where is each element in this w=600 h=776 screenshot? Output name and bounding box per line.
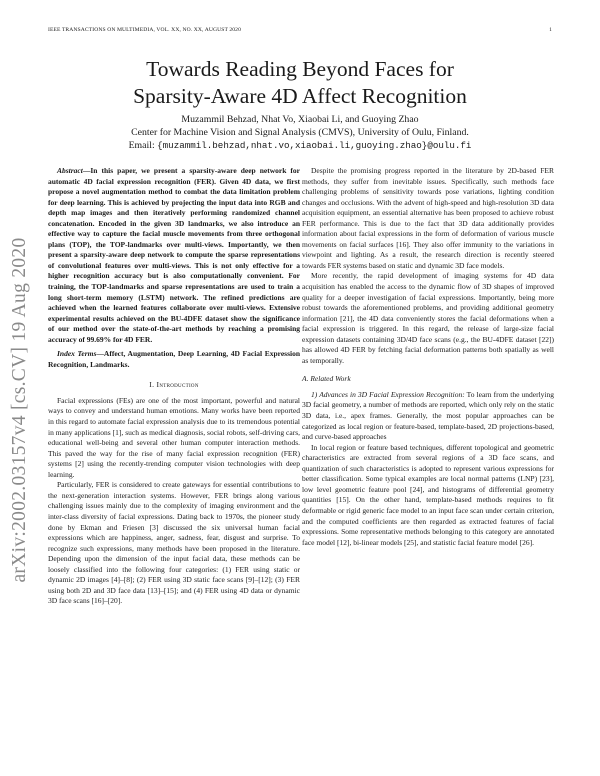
arxiv-stamp	[0, 0, 40, 776]
affiliation: Center for Machine Vision and Signal Analysis (CMVS), University of Oulu, Finland.	[131, 127, 469, 139]
email-label: Email:	[128, 140, 158, 152]
page-number: 1	[549, 27, 552, 33]
title-line-2: Sparsity-Aware 4D Affect Recognition	[133, 84, 467, 108]
related-work-paragraph-1	[302, 390, 554, 443]
related-work-paragraph-2: In local region or feature based techniques, different topological and geometric characteristics are extracted from several regions of a 3D face scans, and quantization of such characteristics is adopted to represent various expressions for better classification. Some typical examples are local normal patterns (LNP) [23], low level geometric feature pool [24], and histograms of differential geometry quantities [15]. On the other hand, template-based methods requires to fit deformable or rigid generic face model to an input face scan under certain criterion, and the computed coefficients are then regarded as extracted features of facial expressions. Some representative methods belonging to this category are annotated face model [12], bi-linear models [25], and statistic facial feature model [26].	[302, 442, 554, 547]
section-heading-introduction: I. Introduction	[149, 380, 199, 390]
author-block	[48, 113, 552, 153]
abstract-text: In this paper, we present a sparsity-aware deep network for automatic 4D facial expression recognition (FER). Given 4D data, we first propose a novel augmentation method to combat the data limitation problem for deep learning. This is achieved by projecting the input data into RGB and depth map images and then iteratively performing randomized channel concatenation. Encoded in the given 3D landmarks, we also introduce an effective way to capture the facial muscle movements from three orthogonal plans (TOP), the TOP-landmarks over multi-views. Importantly, we then present a sparsity-aware deep network to compute the sparse representations of convolutional features over multi-views. This is not only effective for a higher recognition accuracy but is also computationally convenient. For training, the TOP-landmarks and sparse representations are used to train a long short-term memory (LSTM) network. The refined predictions are achieved when the learned features collaborate over multi-views. Extensive experimental results achieved on the BU-4DFE dataset show the significance of our method over the state-of-the-art methods by reaching a promising accuracy of 99.69% for 4D FER.	[48, 166, 300, 344]
arxiv-identifier: arXiv:2002.03157v4 [cs.CV] 19 Aug 2020	[9, 237, 30, 583]
index-terms-lead: Index Terms	[57, 349, 97, 359]
subsection-heading-related-work: A. Related Work	[302, 374, 351, 384]
left-column	[48, 166, 300, 607]
abstract-lead: Abstract	[57, 166, 83, 175]
paper-title	[48, 56, 552, 110]
index-terms-text: Affect, Augmentation, Deep Learning, 4D Facial Expression Recognition, Landmarks.	[48, 349, 301, 369]
intro-paragraph-3: Despite the promising progress reported in the literature by 2D-based FER methods, they suffer from inevitable issues. Specifically, such methods face challenging problems of sensitivity towards pose variations, lighting condition changes and occlusions. With the advent of high-speed and high-resolution 3D data acquisition equipment, an essential alternative has been proposed to achieve robust FER performance. This is due to the fact that 3D data additionally provides information about facial expressions in the form of deformation of various muscle movements on facial surfaces [16]. They also offer immunity to the variations in viewpoint and lighting. As a result, the research direction is recently steered towards FER systems based on static and dynamic 3D face models.	[302, 166, 554, 270]
intro-paragraph-4: More recently, the rapid development of imaging systems for 4D data acquisition has enabled the access to the dynamic flow of 3D shapes of improved quality for a deeper investigation of facial expressions. Importantly, being more robust towards the aforementioned problems, and providing additional geometry information [21], the 4D data conveniently stores the facial deformations when a facial expression is triggered. In this regard, the release of large-size facial expression datasets containing 3D/4D face scans (e.g., the BU-4DFE dataset [22]) has allowed 4D FER by fetching facial deformation patterns both spatially as well as temporally.	[302, 271, 554, 365]
abstract: Abstract—In this paper, we present a sparsity-aware deep network for automatic 4D facial expression recognition (FER). Given 4D data, we first propose a novel augmentation method to combat the data limitation problem for deep learning. This is achieved by projecting the input data into RGB and depth map images and then iteratively performing randomized channel concatenation. Encoded in the given 3D landmarks, we also introduce an effective way to capture the facial muscle movements from three orthogonal plans (TOP), the TOP-landmarks over multi-views. Importantly, we then present a sparsity-aware deep network to compute the sparse representations of convolutional features over multi-views. This is not only effective for a higher recognition accuracy but is also computationally convenient. For training, the TOP-landmarks and sparse representations are used to train a long short-term memory (LSTM) network. The refined predictions are achieved when the learned features collaborate over multi-views. Extensive experimental results achieved on the BU-4DFE dataset show the significance of our method over the state-of-the-art methods by reaching a promising accuracy of 99.69% for 4D FER.	[48, 166, 300, 344]
running-header	[48, 27, 552, 33]
email-line	[48, 139, 552, 152]
intro-paragraph-2: Particularly, FER is considered to create gateways for essential contributions to the next-generation interaction systems. However, FER brings along various challenging issues mainly due to the complexity of imaging environment and the inter-class diversity of facial expressions. Dating back to 1970s, the pioneer study done by Ekman and Friesen [3] discussed the six universal human facial expressions which are happiness, anger, sadness, fear, disgust and surprise. To recognize such expressions, many methods have been proposed in the literature. Depending upon the dimension of the input facial data, these methods can be loosely classified into the following four categories: (1) FER using static or dynamic 2D images [4]–[8]; (2) FER using 3D static face scans [9]–[12]; (3) FER using both 2D and 3D face data [13]–[15]; and (4) FER using 4D data or dynamic 3D face scans [16]–[20].	[48, 480, 300, 606]
paragraph-heading: 1) Advances in 3D Facial Expression Recognition:	[311, 389, 465, 399]
title-line-1: Towards Reading Beyond Faces for	[146, 57, 454, 81]
related-work-paragraph-1-text: To learn from the underlying 3D facial geometry, a number of methods are reported, which only rely on the static 3D data, i.e., apex frames. Generally, the most popular approaches can be categorized as local region or feature-based, template-based, 2D projections-based, and curve-based approaches	[302, 389, 554, 442]
intro-paragraph-1: Facial expressions (FEs) are one of the most important, powerful and natural ways to convey and understand human emotions. Many works have been reported in this regard to automate facial expression analysis due to its tremendous potential in many applications [1], such as medical diagnosis, social robots, self-driving cars, educational well-being and several other human computer interaction methods. This paved the way for the rise of many facial expression recognition (FER) systems [2] using the recently-trending computer vision technologies with deep learning.	[48, 395, 300, 479]
journal-header: IEEE TRANSACTIONS ON MULTIMEDIA, VOL. XX, NO. XX, AUGUST 2020	[48, 27, 241, 33]
email-address: {muzammil.behzad,nhat.vo,xiaobai.li,guoying.zhao}@oulu.fi	[157, 140, 472, 152]
author-names: Muzammil Behzad, Nhat Vo, Xiaobai Li, and Guoying Zhao	[181, 114, 419, 125]
right-column	[302, 166, 554, 548]
index-terms: Index Terms—Affect, Augmentation, Deep Learning, 4D Facial Expression Recognition, Landmarks.	[48, 349, 301, 369]
